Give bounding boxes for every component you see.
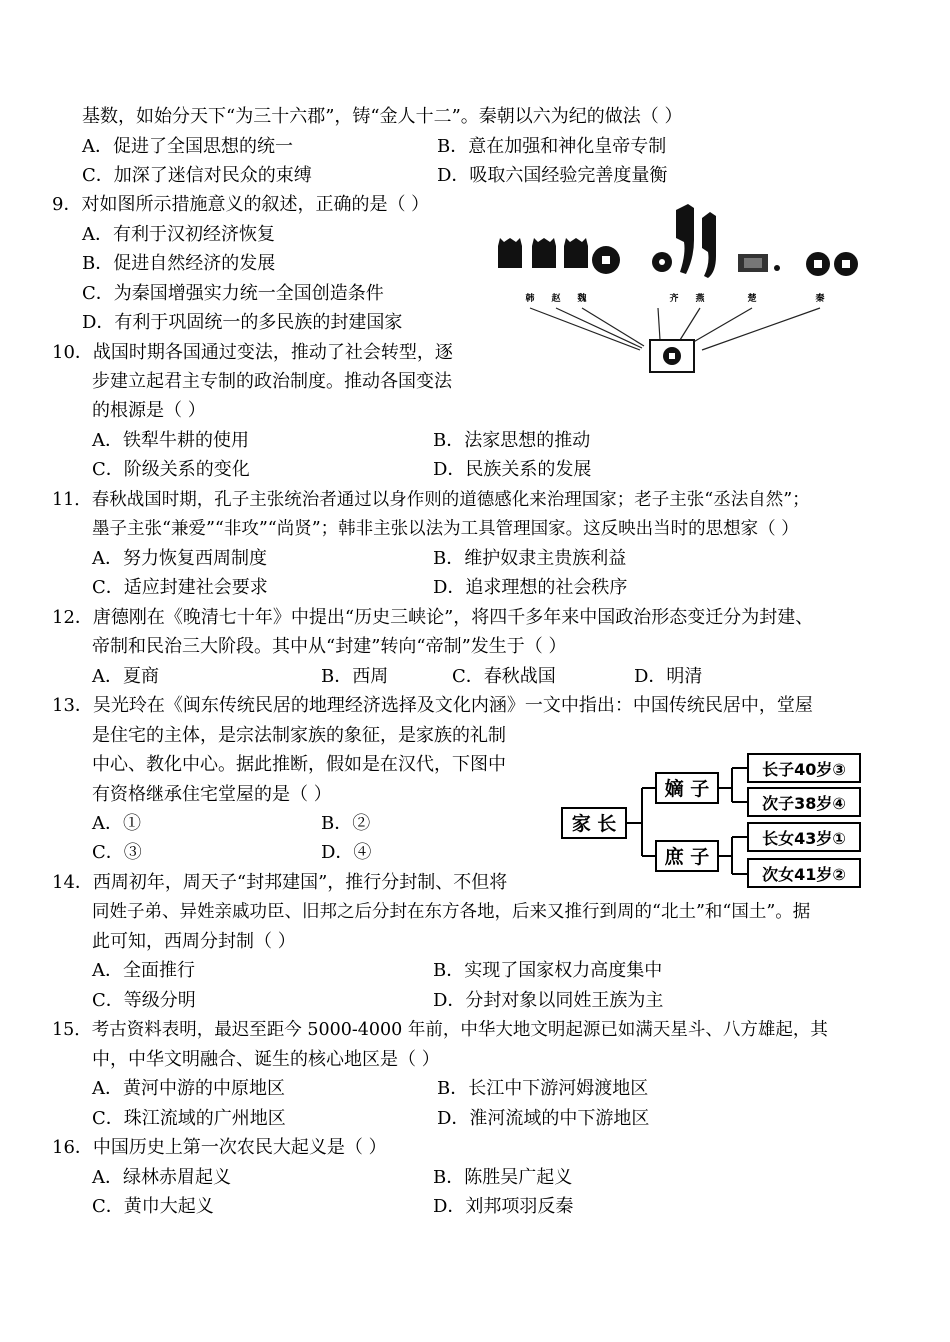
root-label: 家 长 bbox=[571, 813, 617, 835]
spade-coins-icon bbox=[498, 238, 620, 274]
q16-option-d: D．刘邦项羽反秦 bbox=[433, 1196, 574, 1217]
q11-option-d: D．追求理想的社会秩序 bbox=[433, 577, 628, 598]
q9-label-qin: 秦 bbox=[815, 294, 825, 304]
q9-label-han: 韩 bbox=[525, 294, 535, 304]
q12-option-b: B．西周 bbox=[321, 666, 389, 687]
leaf-label-3: 长女43岁① bbox=[762, 829, 846, 848]
mid-label-1: 嫡 子 bbox=[664, 778, 710, 800]
q13-stem-4: 有资格继承住宅堂屋的是（ ） bbox=[92, 784, 332, 805]
q10-stem-3: 的根源是（ ） bbox=[92, 400, 206, 421]
q10-option-c: C．阶级关系的变化 bbox=[92, 459, 250, 480]
mid-label-2: 庶 子 bbox=[664, 846, 710, 868]
q14-option-a: A．全面推行 bbox=[92, 960, 195, 981]
q9-label-chu: 楚 bbox=[747, 294, 757, 304]
q12-stem-1: 12．唐德刚在《晚清七十年》中提出“历史三峡论”，将四千多年来中国政治形态变迁分为封建、 bbox=[52, 607, 814, 628]
root-box bbox=[562, 808, 626, 838]
q12-option-c: C．春秋战国 bbox=[452, 666, 556, 687]
q9-label-yan: 燕 bbox=[695, 294, 705, 304]
qin-banliang-coin-icon bbox=[650, 340, 694, 372]
q10-option-a: A．铁犁牛耕的使用 bbox=[92, 430, 249, 451]
q10-option-b: B．法家思想的推动 bbox=[433, 430, 591, 451]
qin-round-coins-icon bbox=[806, 252, 858, 276]
q8-option-d: D．吸取六国经验完善度量衡 bbox=[437, 165, 668, 186]
q13-option-d: D．④ bbox=[321, 842, 372, 863]
q13-stem-1: 13．吴光玲在《闽东传统民居的地理经济选择及文化内涵》一文中指出：中国传统民居中，堂屋 bbox=[52, 695, 813, 716]
chu-coin-icon bbox=[738, 254, 780, 272]
q9-label-zhao: 赵 bbox=[551, 294, 561, 304]
q13-stem-2: 是住宅的主体，是宗法制家族的象征，是家族的礼制 bbox=[92, 725, 506, 746]
q15-option-d: D．淮河流域的中下游地区 bbox=[437, 1108, 650, 1129]
q15-option-c: C．珠江流域的广州地区 bbox=[92, 1108, 286, 1129]
q12-option-a: A．夏商 bbox=[92, 666, 159, 687]
q14-option-b: B．实现了国家权力高度集中 bbox=[433, 960, 663, 981]
q9-option-b: B．促进自然经济的发展 bbox=[82, 253, 276, 274]
leaf-box-2 bbox=[748, 788, 860, 816]
q9-label-qi: 齐 bbox=[669, 294, 679, 304]
knife-coins-icon bbox=[652, 204, 716, 278]
leaf-label-4: 次女41岁② bbox=[762, 865, 846, 884]
q11-option-c: C．适应封建社会要求 bbox=[92, 577, 268, 598]
q12-option-d: D．明清 bbox=[634, 666, 703, 687]
q15-stem-2: 中，中华文明融合、诞生的核心地区是（ ） bbox=[92, 1049, 440, 1070]
leaf-box-4 bbox=[748, 859, 860, 887]
mid-box-2 bbox=[656, 841, 718, 871]
q9-coins-figure bbox=[490, 198, 860, 376]
q12-stem-2: 帝制和民治三大阶段。其中从“封建”转向“帝制”发生于（ ） bbox=[92, 636, 567, 657]
q10-stem-2: 步建立起君主专制的政治制度。推动各国变法 bbox=[92, 371, 452, 392]
q13-stem-3: 中心、教化中心。据此推断，假如是在汉代，下图中 bbox=[92, 754, 506, 775]
q11-stem-2: 墨子主张“兼爱”“非攻”“尚贤”；韩非主张以法为工具管理国家。这反映出当时的思想家（ ） bbox=[92, 519, 799, 539]
q13-family-tree bbox=[558, 748, 868, 890]
q11-stem-1: 11．春秋战国时期，孔子主张统治者通过以身作则的道德感化来治理国家；老子主张“丞法自然”； bbox=[52, 490, 810, 510]
q9-label-wei: 魏 bbox=[577, 294, 587, 304]
leaf-box-3 bbox=[748, 823, 860, 851]
q8-option-c: C．加深了迷信对民众的束缚 bbox=[82, 165, 312, 186]
q13-option-a: A．① bbox=[92, 813, 141, 834]
q10-option-d: D．民族关系的发展 bbox=[433, 459, 592, 480]
q9-stem: 9．对如图所示措施意义的叙述，正确的是（ ） bbox=[52, 194, 430, 215]
leaf-label-1: 长子40岁③ bbox=[762, 760, 846, 779]
q8-option-a: A．促进了全国思想的统一 bbox=[82, 136, 293, 157]
q11-option-b: B．维护奴隶主贵族利益 bbox=[433, 548, 627, 569]
q9-option-d: D．有利于巩固统一的多民族的封建国家 bbox=[82, 312, 403, 333]
leaf-box-1 bbox=[748, 754, 860, 782]
q15-stem-1: 15．考古资料表明，最迟至距今 5000-4000 年前，中华大地文明起源已如满天星斗、八方雄起，其 bbox=[52, 1020, 828, 1040]
q13-option-b: B．② bbox=[321, 813, 371, 834]
q16-stem: 16．中国历史上第一次农民大起义是（ ） bbox=[52, 1137, 387, 1158]
q16-option-b: B．陈胜吴广起义 bbox=[433, 1167, 573, 1188]
leaf-label-2: 次子38岁④ bbox=[762, 794, 846, 813]
q10-stem-1: 10．战国时期各国通过变法，推动了社会转型，逐 bbox=[52, 342, 453, 363]
q11-option-a: A．努力恢复西周制度 bbox=[92, 548, 267, 569]
q14-stem-2: 同姓子弟、异姓亲戚功臣、旧邦之后分封在东方各地，后来又推行到周的“北土”和“国土”。据 bbox=[92, 902, 811, 922]
q14-option-d: D．分封对象以同姓王族为主 bbox=[433, 990, 664, 1011]
q9-option-c: C．为秦国增强实力统一全国创造条件 bbox=[82, 283, 384, 304]
q15-option-a: A．黄河中游的中原地区 bbox=[92, 1078, 285, 1099]
q13-option-c: C．③ bbox=[92, 842, 142, 863]
q16-option-c: C．黄巾大起义 bbox=[92, 1196, 214, 1217]
q8-stem: 基数，如始分天下“为三十六郡”，铸“金人十二”。秦朝以六为纪的做法（ ） bbox=[82, 106, 683, 127]
q15-option-b: B．长江中下游河姆渡地区 bbox=[437, 1078, 649, 1099]
q14-option-c: C．等级分明 bbox=[92, 990, 196, 1011]
q9-option-a: A．有利于汉初经济恢复 bbox=[82, 224, 275, 245]
q14-stem-1: 14．西周初年，周天子“封邦建国”，推行分封制、不但将 bbox=[52, 872, 508, 893]
q16-option-a: A．绿林赤眉起义 bbox=[92, 1167, 231, 1188]
mid-box-1 bbox=[656, 773, 718, 803]
q8-option-b: B．意在加强和神化皇帝专制 bbox=[437, 136, 667, 157]
q14-stem-3: 此可知，西周分封制（ ） bbox=[92, 931, 296, 952]
